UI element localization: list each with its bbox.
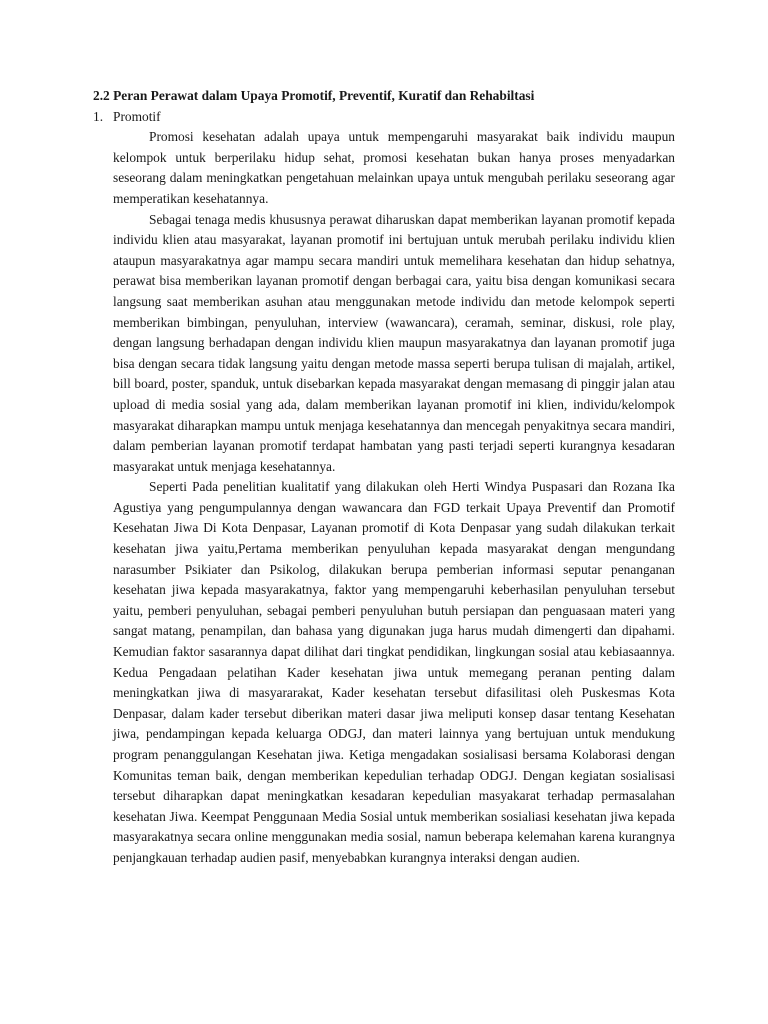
section-heading: 2.2 Peran Perawat dalam Upaya Promotif, Preventif, Kuratif dan Rehabiltasi — [93, 88, 535, 103]
paragraph-3: Seperti Pada penelitian kualitatif yang dilakukan oleh Herti Windya Puspasari dan Rozana Ika Agustiya yang pengumpulannya dengan wawancara dan FGD terkait Upaya Preventif dan Promotif Kesehatan Jiwa Di Kota Denpasar, Layanan promotif di Kota Denpasar yang sudah dilakukan terkait kesehatan jiwa yaitu,Pertama memberikan penyuluhan kepada masyarakat dengan mengundang narasumber Psikiater dan Psikolog, dilakukan berupa pemberian informasi seputar penanganan kesehatan jiwa kepada masyarakatnya, faktor yang mempengaruhi keberhasilan penyuluhan tersebut yaitu, pemberi penyuluhan, sebagai pemberi penyuluhan butuh persiapan dan penguasaan materi yang sangat matang, penampilan, dan bahasa yang digunakan juga harus mudah dimengerti dan dipahami. Kemudian faktor sasarannya dapat dilihat dari tingkat pendidikan, lingkungan sosial atau kebiasaannya. Kedua Pengadaan pelatihan Kader kesehatan jiwa untuk memegang peranan penting dalam meningkatkan jiwa di masyararakat, Kader kesehatan tersebut difasilitasi oleh Puskesmas Kota Denpasar, dalam kader tersebut diberikan materi dasar jiwa meliputi konsep dasar tentang Kesehatan jiwa, pendampingan kepada keluarga ODGJ, dan materi lainnya yang bertujuan untuk mendukung program penanggulangan Kesehatan jiwa. Ketiga mengadakan sosialisasi bersama Kolaborasi dengan Komunitas teman baik, dengan memberikan kepedulian terhadap ODGJ. Dengan kegiatan sosialisasi tersebut diharapkan dapat meningkatkan kesadaran kepedulian masyakarat terhadap permasalahan kesehatan Jiwa. Keempat Penggunaan Media Sosial untuk memberikan sosialiasi kesehatan jiwa kepada masyarakatnya secara online menggunakan media sosial, namun beberapa kelemahan karena kurangnya penjangkauan terhadap audien pasif, menyebabkan kurangnya interaksi dengan audien. — [113, 479, 675, 865]
document-page — [93, 86, 675, 869]
paragraph-2: Sebagai tenaga medis khususnya perawat diharuskan dapat memberikan layanan promotif kepada individu klien atau masyarakat, layanan promotif ini bertujuan untuk merubah perilaku individu klien ataupun masyarakatnya agar mampu secara mandiri untuk memelihara kesehatan dan hidup sehatnya, perawat bisa memberikan layanan promotif dengan berbagai cara, yaitu bisa dengan komunikasi secara langsung saat memberikan asuhan atau menggunakan metode individu dan metode kelompok seperti memberikan bimbingan, penyuluhan, interview (wawancara), ceramah, seminar, diskusi, role play, dengan langsung berhadapan dengan individu klien maupun masyarakatnya dan layanan promotif juga bisa dengan secara tidak langsung yaitu dengan metode massa seperti berupa tulisan di majalah, artikel, bill board, poster, spanduk, untuk disebarkan kepada masyarakat dengan memasang di pinggir jalan atau upload di media sosial yang ada, dalam memberikan layanan promotif ini klien, individu/kelompok masyarakat diharapkan mampu untuk menjaga kesehatannya dan mencegah penyakitnya secara mandiri, dalam pemberian layanan promotif terdapat hambatan yang pasti terjadi seperti kurangnya kesadaran masyarakat untuk menjaga kesehatannya. — [113, 211, 675, 474]
list-item-promotif — [93, 107, 675, 128]
paragraph-1: Promosi kesehatan adalah upaya untuk mempengaruhi masyarakat baik individu maupun kelompok untuk berperilaku hidup sehat, promosi kesehatan bukan hanya proses menyadarkan seseorang dalam meningkatkan pengetahuan melainkan upaya untuk mengubah perilaku seseorang agar memperatikan kesehatannya. — [113, 129, 675, 206]
list-number: 1. — [93, 108, 104, 124]
list-label: Promotif — [113, 108, 161, 124]
